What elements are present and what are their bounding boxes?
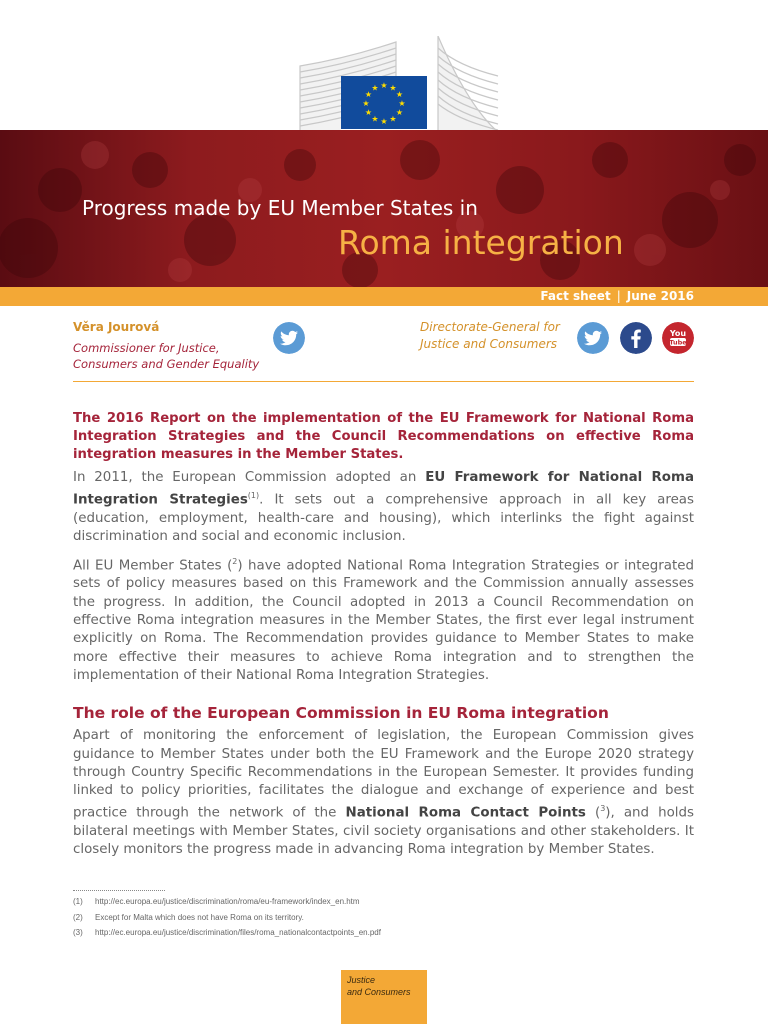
facebook-icon[interactable] (620, 322, 652, 354)
header-divider (73, 381, 694, 382)
headline-pretitle: Progress made by EU Member States in (82, 196, 478, 220)
header-banner (0, 130, 768, 287)
factsheet-bar (0, 287, 768, 306)
lead-paragraph: The 2016 Report on the implementation of the EU Framework for National Roma Integration Strategies and the Council Recommendations on effective Roma integration measures in the Member States. (73, 411, 694, 462)
footnote-ref-1: 1 (250, 491, 257, 501)
para3-text-end: , and holds bilateral meetings with Member States, civil society organisations and other stakeholders. It closely monitors the progress made in advancing Roma integration by Member States. (73, 805, 694, 858)
headline-title: Roma integration (338, 223, 624, 262)
section-heading: The role of the European Commission in EU Roma integration (73, 704, 609, 723)
svg-text:★: ★ (380, 81, 388, 90)
footnote-number: (2) (73, 912, 83, 922)
footer-dg-line1: Justice (347, 975, 376, 985)
svg-text:★: ★ (395, 90, 404, 99)
svg-text:★: ★ (398, 99, 406, 108)
footer-dg-line2: and Consumers (347, 987, 411, 997)
svg-text:★: ★ (364, 108, 373, 117)
footnote-item (73, 897, 381, 913)
footnote-divider (73, 890, 165, 891)
factsheet-type: Fact sheet (540, 289, 611, 303)
footnote-number: (3) (73, 928, 83, 937)
factsheet-label (540, 289, 694, 303)
paragraph-framework: In 2011, the European Commission adopted an EU Framework for National Roma Integration Strategies$^{(1)}$. It sets out a comprehensive approach in all key areas (education, employment, health-care and housing), which interlinks the fight against discrimination and social and economic inclusion. (73, 470, 694, 545)
footnote-item (73, 913, 381, 929)
footnote-ref-2: 2 (232, 556, 238, 566)
commissioner-role-line2: Consumers and Gender Equality (73, 357, 260, 371)
commissioner-name: Věra Jourová (73, 320, 160, 334)
svg-text:★: ★ (380, 117, 388, 126)
footnotes (73, 897, 381, 944)
svg-text:★: ★ (389, 83, 397, 93)
paragraph-member-states (73, 553, 694, 686)
footnote-ref-3: 3 (600, 804, 606, 814)
commissioner-role-line1: Commissioner for Justice, (73, 341, 220, 355)
para2-text-end: ) have adopted National Roma Integration Strategies or integrated sets of policy measures based on this Framework and the Commission annually assesses the progress. In addition, the Council adopted in 2013 a Council Recommendation on effective Roma integration measures in the Member States, the first ever legal instrument explicitly on Roma. The Recommendation provides guidance to Member States to make more effective their measures to achieve Roma integration and to strengthen the implementation of their National Roma Integration Strategies. (73, 558, 694, 683)
footnote-link[interactable]: http://ec.europa.eu/justice/discrimination/files/roma_nationalcontactpoints_en.pdf (95, 928, 381, 937)
dg-line1: Directorate-General for (420, 320, 560, 334)
eu-flag-icon (341, 76, 427, 129)
directorate-general (420, 319, 570, 353)
para2-text: All EU Member States ( (73, 558, 233, 574)
main-content (73, 410, 694, 866)
twitter-icon[interactable] (577, 322, 609, 354)
commissioner-role (73, 340, 263, 372)
svg-text:★: ★ (371, 83, 379, 93)
para3-text: Apart of monitoring the enforcement of legislation, the European Commission gives guidance to Member States under both the EU Framework and the Europe 2020 strategy through Country Specific Recommendations in the European Semester. It provides funding linked to policy priorities, facilitates the dialogue and exchange of experience and best practice through the network of the (73, 728, 694, 821)
factsheet-separator: | (616, 289, 621, 303)
footnote-link[interactable]: http://ec.europa.eu/justice/discrimination/roma/eu-framework/index_en.htm (95, 897, 360, 906)
youtube-icon[interactable] (662, 322, 694, 354)
commissioner-block (73, 320, 263, 372)
para1-text: In 2011, the European Commission adopted an (73, 470, 426, 485)
svg-text:★: ★ (395, 108, 404, 117)
para1-text-end: . It sets out a comprehensive approach in all key areas (education, employment, health-care and housing), which interlinks the fight against discrimination and social and economic inclusion. (73, 492, 694, 545)
footnote-item (73, 928, 381, 944)
footnote-text: Except for Malta which does not have Roma on its territory. (95, 912, 304, 922)
paragraph-commission-role: Apart of monitoring the enforcement of legislation, the European Commission gives guidance to Member States under both the EU Framework and the Europe 2020 strategy through Country Specific Recommendations in the European Semester. It provides funding linked to policy priorities, facilitates the dialogue and exchange of experience and best practice through the network of the National Roma Contact Points ($^3$), and holds bilateral meetings with Member States, civil society organisations and other stakeholders. It closely monitors the progress made in advancing Roma integration by Member States. (73, 728, 694, 858)
twitter-icon[interactable] (273, 322, 305, 354)
contact-points-text: National Roma Contact Points (345, 805, 586, 821)
framework-link-text: EU Framework for National Roma Integration Strategies (73, 470, 694, 508)
footer-dg-box (341, 970, 427, 1024)
dg-line2: Justice and Consumers (420, 337, 558, 351)
youtube-label-bottom: Tube (669, 338, 687, 347)
svg-text:★: ★ (389, 114, 397, 124)
footnote-number: (1) (73, 897, 83, 906)
svg-text:★: ★ (362, 99, 370, 108)
svg-text:★: ★ (364, 90, 373, 99)
footer-dg-label (347, 974, 411, 998)
youtube-label-top: You (669, 329, 687, 338)
svg-text:★: ★ (371, 114, 379, 124)
factsheet-date: June 2016 (626, 289, 694, 303)
